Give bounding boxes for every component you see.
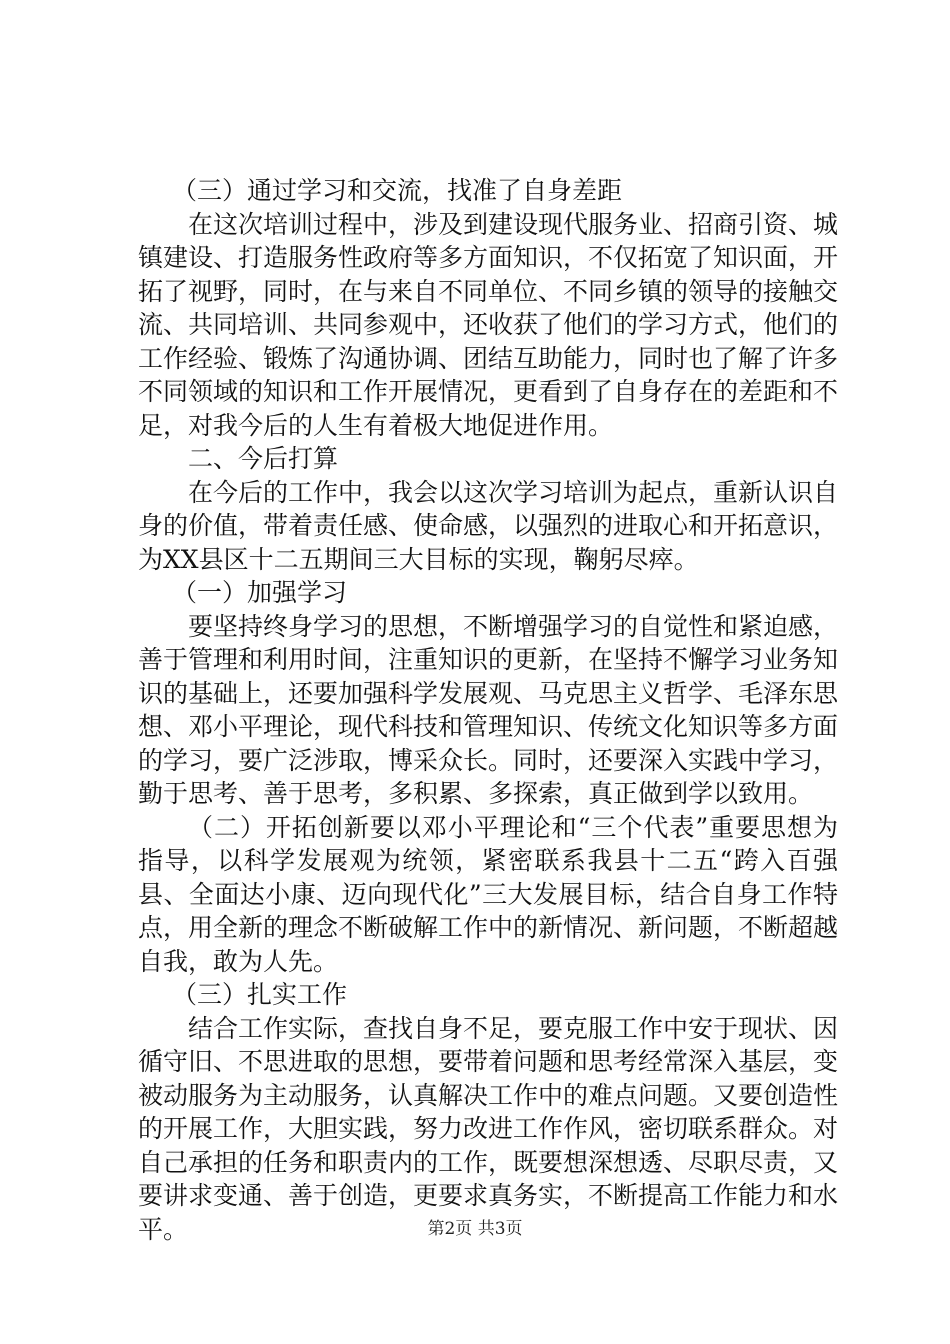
paragraph-innovation: （二）开拓创新要以邓小平理论和“三个代表”重要思想为指导，以科学发展观为统领，紧密联系我县十二五“跨入百强县、全面达小康、迈向现代化”三大发展目标，结合自身工作特点，用全新的理念不断破解工作中的新情况、新问题，不断超越自我，敢为人先。 [138,812,839,976]
heading-learning-exchange: （三）通过学习和交流，找准了自身差距 [172,176,623,205]
page-number-footer: 第2页 共3页 [427,1219,523,1239]
paragraph-future-intro: 在今后的工作中，我会以这次学习培训为起点，重新认识自身的价值，带着责任感、使命感，以强烈的进取心和开拓意识，为XX县区十二五期间三大目标的实现，鞠躬尽瘁。 [138,477,839,574]
paragraph-solid-work: 结合工作实际，查找自身不足，要克服工作中安于现状、因循守旧、不思进取的思想，要带着问题和思考经常深入基层，变被动服务为主动服务，认真解决工作中的难点问题。又要创造性的开展工作，大胆实践，努力改进工作作风，密切联系群众。对自己承担的任务和职责内的工作，既要想深想透、尽职尽责，又要讲求变通、善于创造，更要求真务实，不断提高工作能力和水平。 [138,1013,839,1244]
paragraph-training-gains: 在这次培训过程中，涉及到建设现代服务业、招商引资、城镇建设、打造服务性政府等多方面知识，不仅拓宽了知识面，开拓了视野，同时，在与来自不同单位、不同乡镇的领导的接触交流、共同培训、共同参观中，还收获了他们的学习方式，他们的工作经验、锻炼了沟通协调、团结互助能力，同时也了解了许多不同领域的知识和工作开展情况，更看到了自身存在的差距和不足，对我今后的人生有着极大地促进作用。 [138,209,839,440]
heading-solid-work: （三）扎实工作 [172,980,348,1009]
document-body [138,174,838,1246]
paragraph-strengthen-learning: 要坚持终身学习的思想，不断增强学习的自觉性和紧迫感，善于管理和利用时间，注重知识的更新，在坚持不懈学习业务知识的基础上，还要加强科学发展观、马克思主义哲学、毛泽东思想、邓小平理论，现代科技和管理知识、传统文化知识等多方面的学习，要广泛涉取，博采众长。同时，还要深入实践中学习，勤于思考、善于思考，多积累、多探索，真正做到学以致用。 [138,611,839,808]
heading-strengthen-learning: （一）加强学习 [172,578,348,607]
heading-future-plans: 二、今后打算 [188,444,339,473]
